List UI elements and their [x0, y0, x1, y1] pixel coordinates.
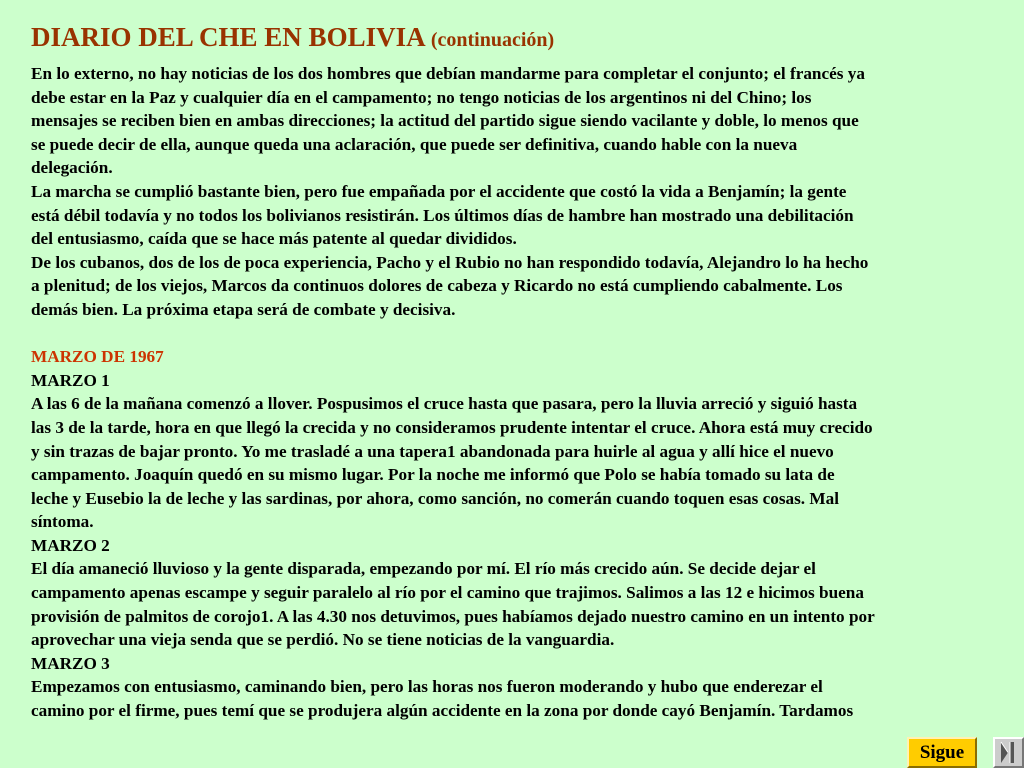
text-line: mensajes se reciben bien en ambas direcciones; la actitud del partido sigue siendo vacilante y doble, lo menos que — [31, 111, 859, 131]
text-line: del entusiasmo, caída que se hace más patente al quedar divididos. — [31, 229, 517, 249]
text-line: De los cubanos, dos de los de poca experiencia, Pacho y el Rubio no han respondido todavía, Alejandro lo ha hecho — [31, 252, 869, 272]
entry-text — [31, 675, 1015, 722]
text-line: Empezamos con entusiasmo, caminando bien, pero las horas nos fueron moderando y hubo que enderezar el — [31, 677, 823, 697]
page-title — [31, 20, 554, 57]
text-line: a plenitud; de los viejos, Marcos da continuos dolores de cabeza y Ricardo no está cumpliendo cabalmente. Los — [31, 276, 843, 296]
paragraph-external — [31, 62, 1015, 180]
text-line: las 3 de la tarde, hora en que llegó la crecida y no consideramos prudente intentar el cruce. Ahora está muy crecido — [31, 417, 873, 437]
entry-text — [31, 392, 1015, 534]
go-to-end-button[interactable] — [993, 737, 1024, 768]
go-to-end-icon — [995, 739, 1022, 766]
paragraph-march — [31, 180, 1015, 251]
entry-date: MARZO 3 — [31, 653, 110, 673]
next-button[interactable]: Sigue — [907, 737, 977, 768]
entry-date: MARZO 2 — [31, 535, 110, 555]
text-line: A las 6 de la mañana comenzó a llover. Pospusimos el cruce hasta que pasara, pero la lluvia arreció y siguió hasta — [31, 394, 858, 414]
text-line: camino por el firme, pues temí que se produjera algún accidente en la zona por donde cayó Benjamín. Tardamos — [31, 701, 854, 721]
text-line: En lo externo, no hay noticias de los dos hombres que debían mandarme para completar el conjunto; el francés ya — [31, 64, 865, 83]
text-line: El día amaneció lluvioso y la gente disparada, empezando por mí. El río más crecido aún. Se decide dejar el — [31, 559, 816, 579]
diary-text — [31, 62, 1015, 723]
text-line: está débil todavía y no todos los bolivianos resistirán. Los últimos días de hambre han mostrado una debilitación — [31, 205, 854, 225]
spacer — [31, 322, 1015, 346]
text-line: provisión de palmitos de corojo1. A las 4.30 nos detuvimos, pues habíamos dejado nuestro camino en un intento por — [31, 606, 875, 626]
text-line: aprovechar una vieja senda que se perdió. No se tiene noticias de la vanguardia. — [31, 630, 615, 650]
text-line: demás bien. La próxima etapa será de combate y decisiva. — [31, 299, 456, 319]
text-line: campamento apenas escampe y seguir paralelo al río por el camino que trajimos. Salimos a las 12 e hicimos buena — [31, 583, 864, 603]
text-line: se puede decir de ella, aunque queda una aclaración, que puede ser definitiva, cuando hable con la nueva — [31, 134, 798, 154]
text-line: campamento. Joaquín quedó en su mismo lugar. Por la noche me informó que Polo se había tomado su lata de — [31, 465, 835, 485]
title-subtitle: (continuación) — [430, 29, 555, 51]
entry-text — [31, 557, 1015, 651]
text-line: delegación. — [31, 158, 113, 178]
text-line: síntoma. — [31, 512, 94, 532]
text-line: leche y Eusebio la de leche y las sardinas, por ahora, como sanción, no comerán cuando toquen esas cosas. Mal — [31, 488, 839, 508]
text-line: debe estar en la Paz y cualquier día en el campamento; no tengo noticias de los argentinos ni del Chino; los — [31, 87, 812, 107]
text-line: La marcha se cumplió bastante bien, pero fue empañada por el accidente que costó la vida a Benjamín; la gente — [31, 181, 847, 201]
text-line: y sin trazas de bajar pronto. Yo me trasladé a una tapera1 abandonada para huirle al agua y allí hice el nuevo — [31, 441, 834, 461]
title-text: DIARIO DEL CHE EN BOLIVIA — [31, 22, 425, 52]
paragraph-cubans — [31, 251, 1015, 322]
entry-date: MARZO 1 — [31, 370, 110, 390]
month-heading: MARZO DE 1967 — [31, 347, 164, 367]
